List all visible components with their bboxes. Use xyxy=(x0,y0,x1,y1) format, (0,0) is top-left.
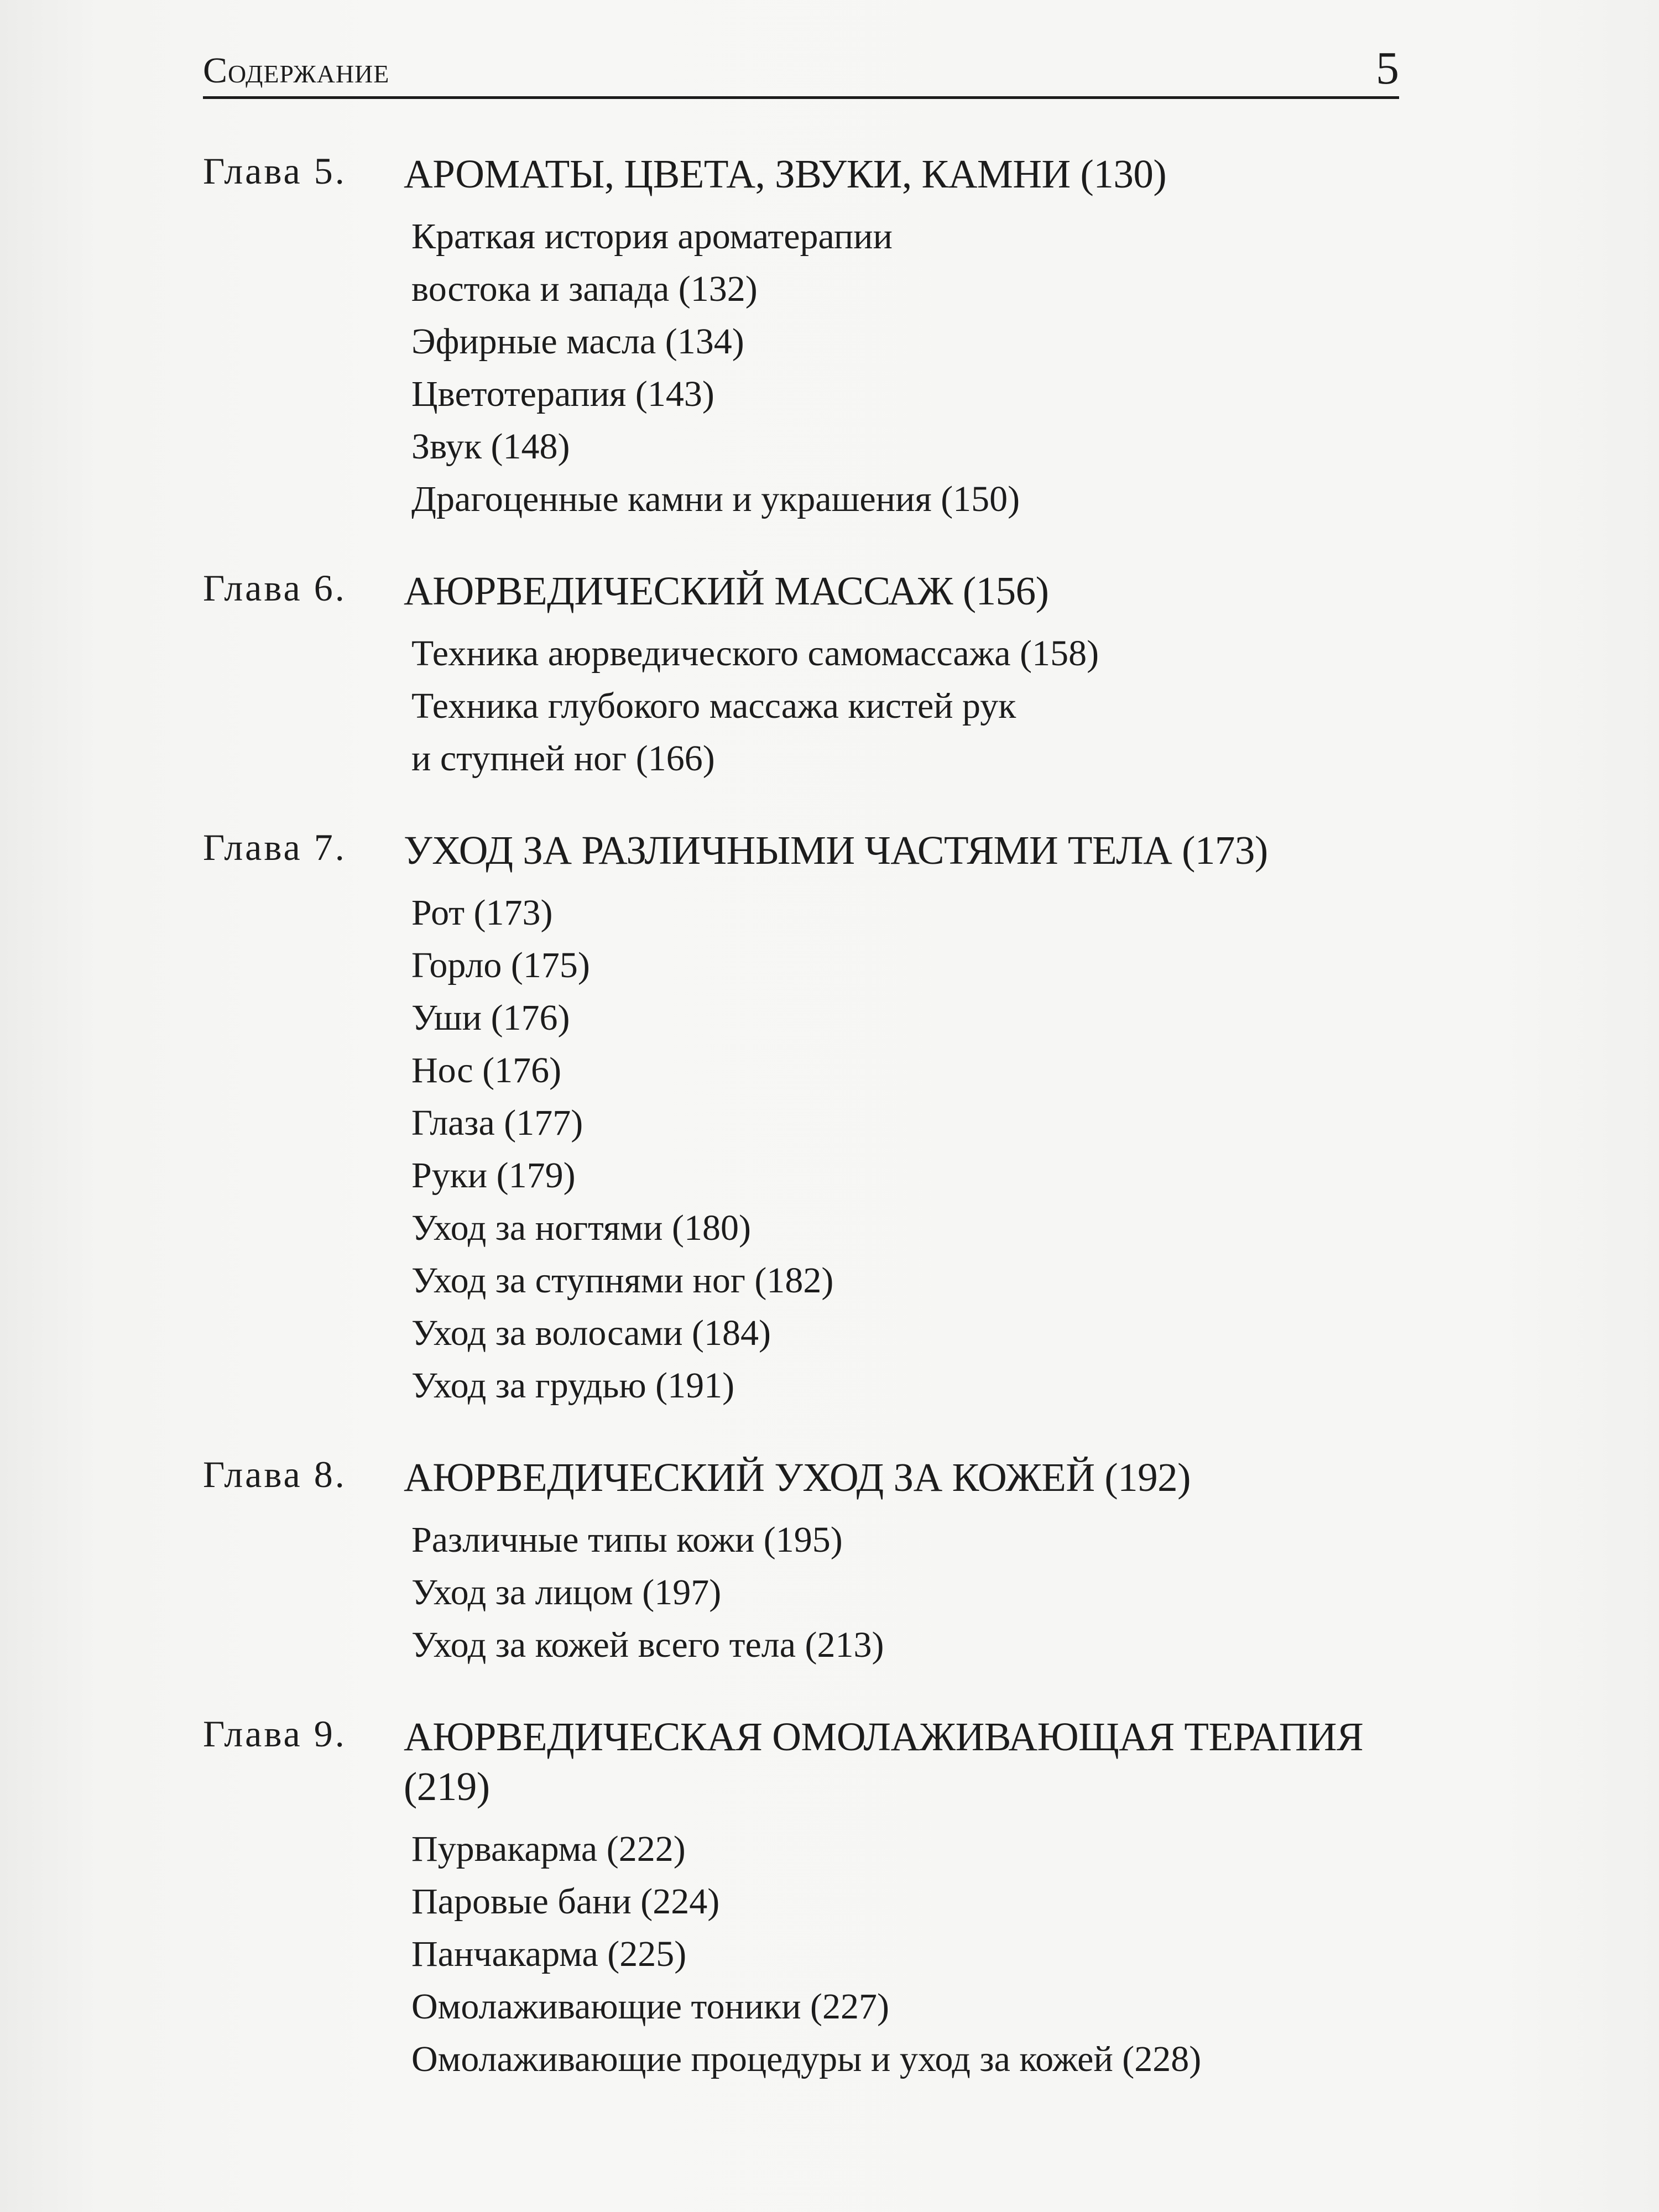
chapter-label: Глава 7. xyxy=(203,826,347,868)
toc-entry: Уход за ногтями (180) xyxy=(411,1208,751,1248)
chapter-label: Глава 9. xyxy=(203,1713,347,1755)
toc-entry: Глаза (177) xyxy=(411,1103,583,1143)
page-number: 5 xyxy=(1376,43,1399,94)
toc-entry: Уход за лицом (197) xyxy=(411,1572,722,1613)
toc-entry: Панчакарма (225) xyxy=(411,1934,687,1974)
toc-entry: Драгоценные камни и украшения (150) xyxy=(411,479,1020,519)
chapter-title: АЮРВЕДИЧЕСКИЙ УХОД ЗА КОЖЕЙ (192) xyxy=(404,1455,1191,1500)
toc-entry: Нос (176) xyxy=(411,1050,562,1091)
toc-entry: Техника глубокого массажа кистей рук xyxy=(411,686,1016,726)
toc-entry: Руки (179) xyxy=(411,1155,576,1196)
toc-entry: Уход за кожей всего тела (213) xyxy=(411,1625,884,1665)
toc-entry: Краткая история ароматерапии xyxy=(411,216,893,257)
toc-entry: и ступней ног (166) xyxy=(411,738,715,779)
chapter-entries xyxy=(411,627,1420,785)
chapter-title: АРОМАТЫ, ЦВЕТА, ЗВУКИ, КАМНИ (130) xyxy=(404,152,1167,196)
chapter-label: Глава 5. xyxy=(203,150,347,192)
toc-entry: Уход за волосами (184) xyxy=(411,1313,771,1353)
toc-entry: Уши (176) xyxy=(411,998,570,1038)
toc-entry: востока и запада (132) xyxy=(411,269,758,309)
chapter-entries xyxy=(411,886,1420,1412)
chapter-entries xyxy=(411,1823,1420,2085)
running-header xyxy=(203,45,1399,99)
toc-entry: Уход за ступнями ног (182) xyxy=(411,1260,834,1301)
chapter-label: Глава 6. xyxy=(203,567,347,609)
toc-entry: Различные типы кожи (195) xyxy=(411,1520,843,1560)
chapter-entries xyxy=(411,1514,1420,1671)
chapter-title: УХОД ЗА РАЗЛИЧНЫМИ ЧАСТЯМИ ТЕЛА (173) xyxy=(404,828,1268,873)
running-header-title: Содержание xyxy=(203,50,390,91)
toc-entry: Рот (173) xyxy=(411,893,553,933)
toc-entry: Звук (148) xyxy=(411,426,570,467)
chapter-entries xyxy=(411,210,1420,525)
toc-entry: Техника аюрведического самомассажа (158) xyxy=(411,633,1099,674)
table-of-contents xyxy=(203,149,1420,2126)
toc-entry: Омолаживающие процедуры и уход за кожей (228) xyxy=(411,2039,1202,2079)
toc-entry: Пурвакарма (222) xyxy=(411,1829,686,1869)
chapter-title: АЮРВЕДИЧЕСКАЯ ОМОЛАЖИВАЮЩАЯ ТЕРАПИЯ (219) xyxy=(404,1714,1364,1809)
toc-chapter xyxy=(203,1453,1420,1671)
toc-chapter xyxy=(203,1712,1420,2085)
toc-entry: Уход за грудью (191) xyxy=(411,1365,735,1406)
toc-entry: Омолаживающие тоники (227) xyxy=(411,1986,889,2027)
toc-chapter xyxy=(203,566,1420,785)
toc-entry: Паровые бани (224) xyxy=(411,1881,720,1922)
toc-entry: Горло (175) xyxy=(411,945,590,985)
chapter-title: АЮРВЕДИЧЕСКИЙ МАССАЖ (156) xyxy=(404,568,1049,613)
chapter-label: Глава 8. xyxy=(203,1453,347,1495)
toc-entry: Эфирные масла (134) xyxy=(411,321,744,362)
toc-entry: Цветотерапия (143) xyxy=(411,374,714,414)
toc-chapter xyxy=(203,149,1420,525)
toc-chapter xyxy=(203,826,1420,1412)
